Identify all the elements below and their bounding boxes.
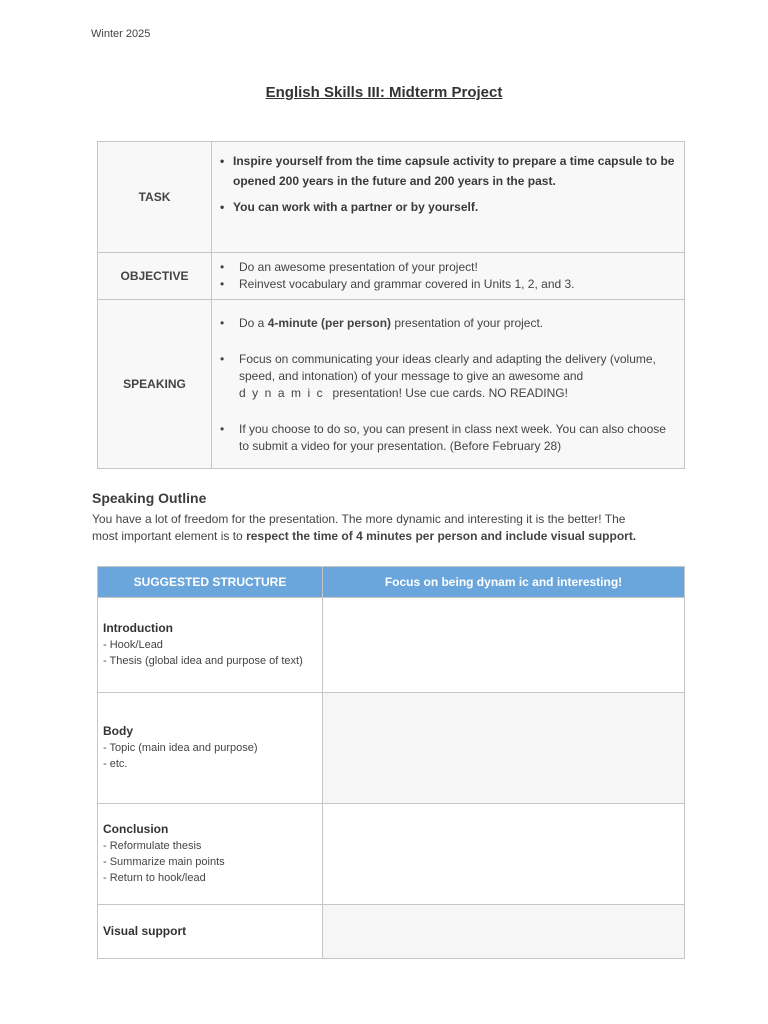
speaking-outline-title: Speaking Outline [92,490,207,506]
structure-label-cell [98,693,323,804]
structure-label-cell [98,804,323,905]
structure-label-cell [98,598,323,693]
structure-content-cell[interactable] [323,804,685,905]
section-title: Introduction [103,621,173,635]
intro-text: You have a lot of freedom for the presentation. The more dynamic and interesting it is the better! The most important element is to [92,512,626,543]
objective-content [212,253,685,300]
section-title: Body [103,724,133,738]
structure-row-body [98,693,685,804]
objective-row [98,253,685,300]
speaking-item: • If you choose to do so, you can present in class next week. You can also choose to submit a video for your presentation. (Before February 28) [216,421,676,455]
header-date: Winter 2025 [91,28,151,40]
structure-header-cell: SUGGESTED STRUCTURE [98,567,323,598]
section-item: - Hook/Lead [103,639,163,651]
speaking-list [216,315,676,455]
speaking-item [216,351,676,402]
structure-content-cell[interactable] [323,693,685,804]
structure-row-introduction [98,598,685,693]
speaking-item [216,315,676,332]
task-item: • Inspire yourself from the time capsule activity to prepare a time capsule to be opened 200 years in the future and 200 years in the past. [216,151,676,191]
structure-label-cell [98,905,323,959]
section-item: - etc. [103,758,128,770]
structure-table [97,566,685,959]
section-item: - Thesis (global idea and purpose of text) [103,655,303,667]
section-title: Conclusion [103,822,169,836]
speaking-item-text: Do a [239,316,268,330]
section-item: - Summarize main points [103,856,225,868]
task-list [216,151,676,216]
speaking-label: SPEAKING [98,300,212,469]
speaking-item-text: Focus on communicating your ideas clearly and adapting the delivery (volume, speed, and intonation) of your message to give an awesome and [239,352,656,383]
intro-emphasis: respect the time of 4 minutes per person and include visual support. [246,529,637,543]
speaking-item-emphasis: 4-minute (per person) [267,316,392,330]
section-item: - Return to hook/lead [103,872,206,884]
section-item: - Reformulate thesis [103,840,202,852]
objective-item: • Do an awesome presentation of your project! [216,259,676,276]
section-title: Visual support [103,923,187,938]
task-row [98,142,685,253]
speaking-item-text: presentation of your project. [391,316,544,330]
document-title: English Skills III: Midterm Project [265,84,503,101]
speaking-outline-intro [92,511,652,545]
speaking-item-spaced-word: dynamic [239,386,330,400]
structure-content-cell[interactable] [323,598,685,693]
task-item: • You can work with a partner or by yourself. [216,199,676,216]
task-table [97,141,685,469]
structure-content-cell[interactable] [323,905,685,959]
objective-list [216,259,676,293]
speaking-row [98,300,685,469]
objective-label: OBJECTIVE [98,253,212,300]
structure-row-visual-support [98,905,685,959]
task-content [212,142,685,253]
structure-row-conclusion [98,804,685,905]
structure-header-row [98,567,685,598]
task-label: TASK [98,142,212,253]
speaking-content [212,300,685,469]
section-item: - Topic (main idea and purpose) [103,742,258,754]
structure-header-cell: Focus on being dynam ic and interesting! [323,567,685,598]
speaking-item-text: presentation! Use cue cards. NO READING! [329,386,568,400]
objective-item: • Reinvest vocabulary and grammar covered in Units 1, 2, and 3. [216,276,676,293]
